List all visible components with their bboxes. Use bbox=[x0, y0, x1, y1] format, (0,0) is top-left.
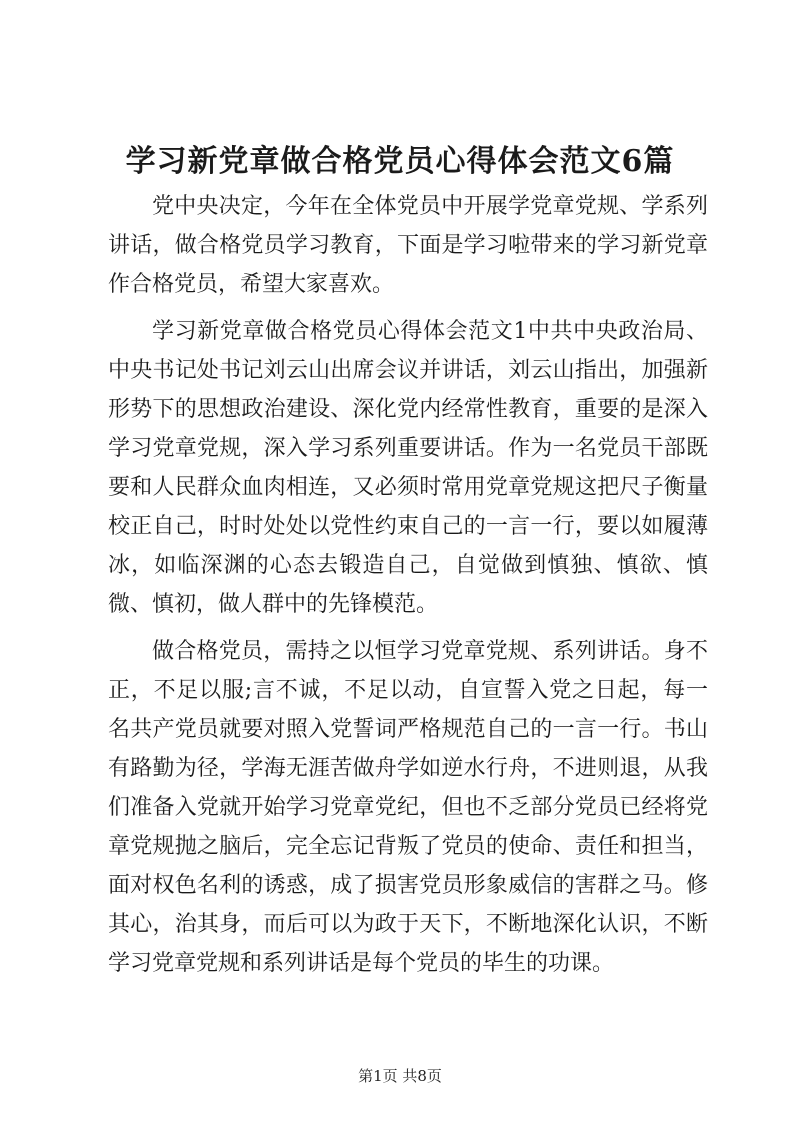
paragraph: 党中央决定，今年在全体党员中开展学党章党规、学系列讲话，做合格党员学习教育，下面是学习啦带来的学习新党章作合格党员，希望大家喜欢。 bbox=[108, 194, 708, 297]
document-title: 学习新党章做合格党员心得体会范文6篇 bbox=[125, 144, 675, 179]
paragraph: 做合格党员，需持之以恒学习党章党规、系列讲话。身不正，不足以服;言不诚，不足以动，自宣誓入党之日起，每一名共产党员就要对照入党誓词严格规范自己的一言一行。书山有路勤为径，学海无涯苦做舟学如逆水行舟，不进则退，从我们准备入党就开始学习党章党纪，但也不乏部分党员已经将党章党规抛之脑后，完全忘记背叛了党员的使命、责任和担当，面对权色名利的诱惑，成了损害党员形象威信的害群之马。修其心，治其身，而后可以为政于天下，不断地深化认识，不断学习党章党规和系列讲话是每个党员的毕生的功课。 bbox=[108, 639, 708, 976]
document-body bbox=[108, 187, 708, 991]
paragraph: 学习新党章做合格党员心得体会范文1中共中央政治局、中央书记处书记刘云山出席会议并讲话，刘云山指出，加强新形势下的思想政治建设、深化党内经常性教育，重要的是深入学习党章党规，深入学习系列重要讲话。作为一名党员干部既要和人民群众血肉相连，又必须时常用党章党规这把尺子衡量校正自己，时时处处以党性约束自己的一言一行，要以如履薄冰，如临深渊的心态去锻造自己，自觉做到慎独、慎欲、慎微、慎初，做人群中的先锋模范。 bbox=[108, 319, 708, 617]
page-footer: 第1页 共8页 bbox=[358, 1067, 442, 1085]
